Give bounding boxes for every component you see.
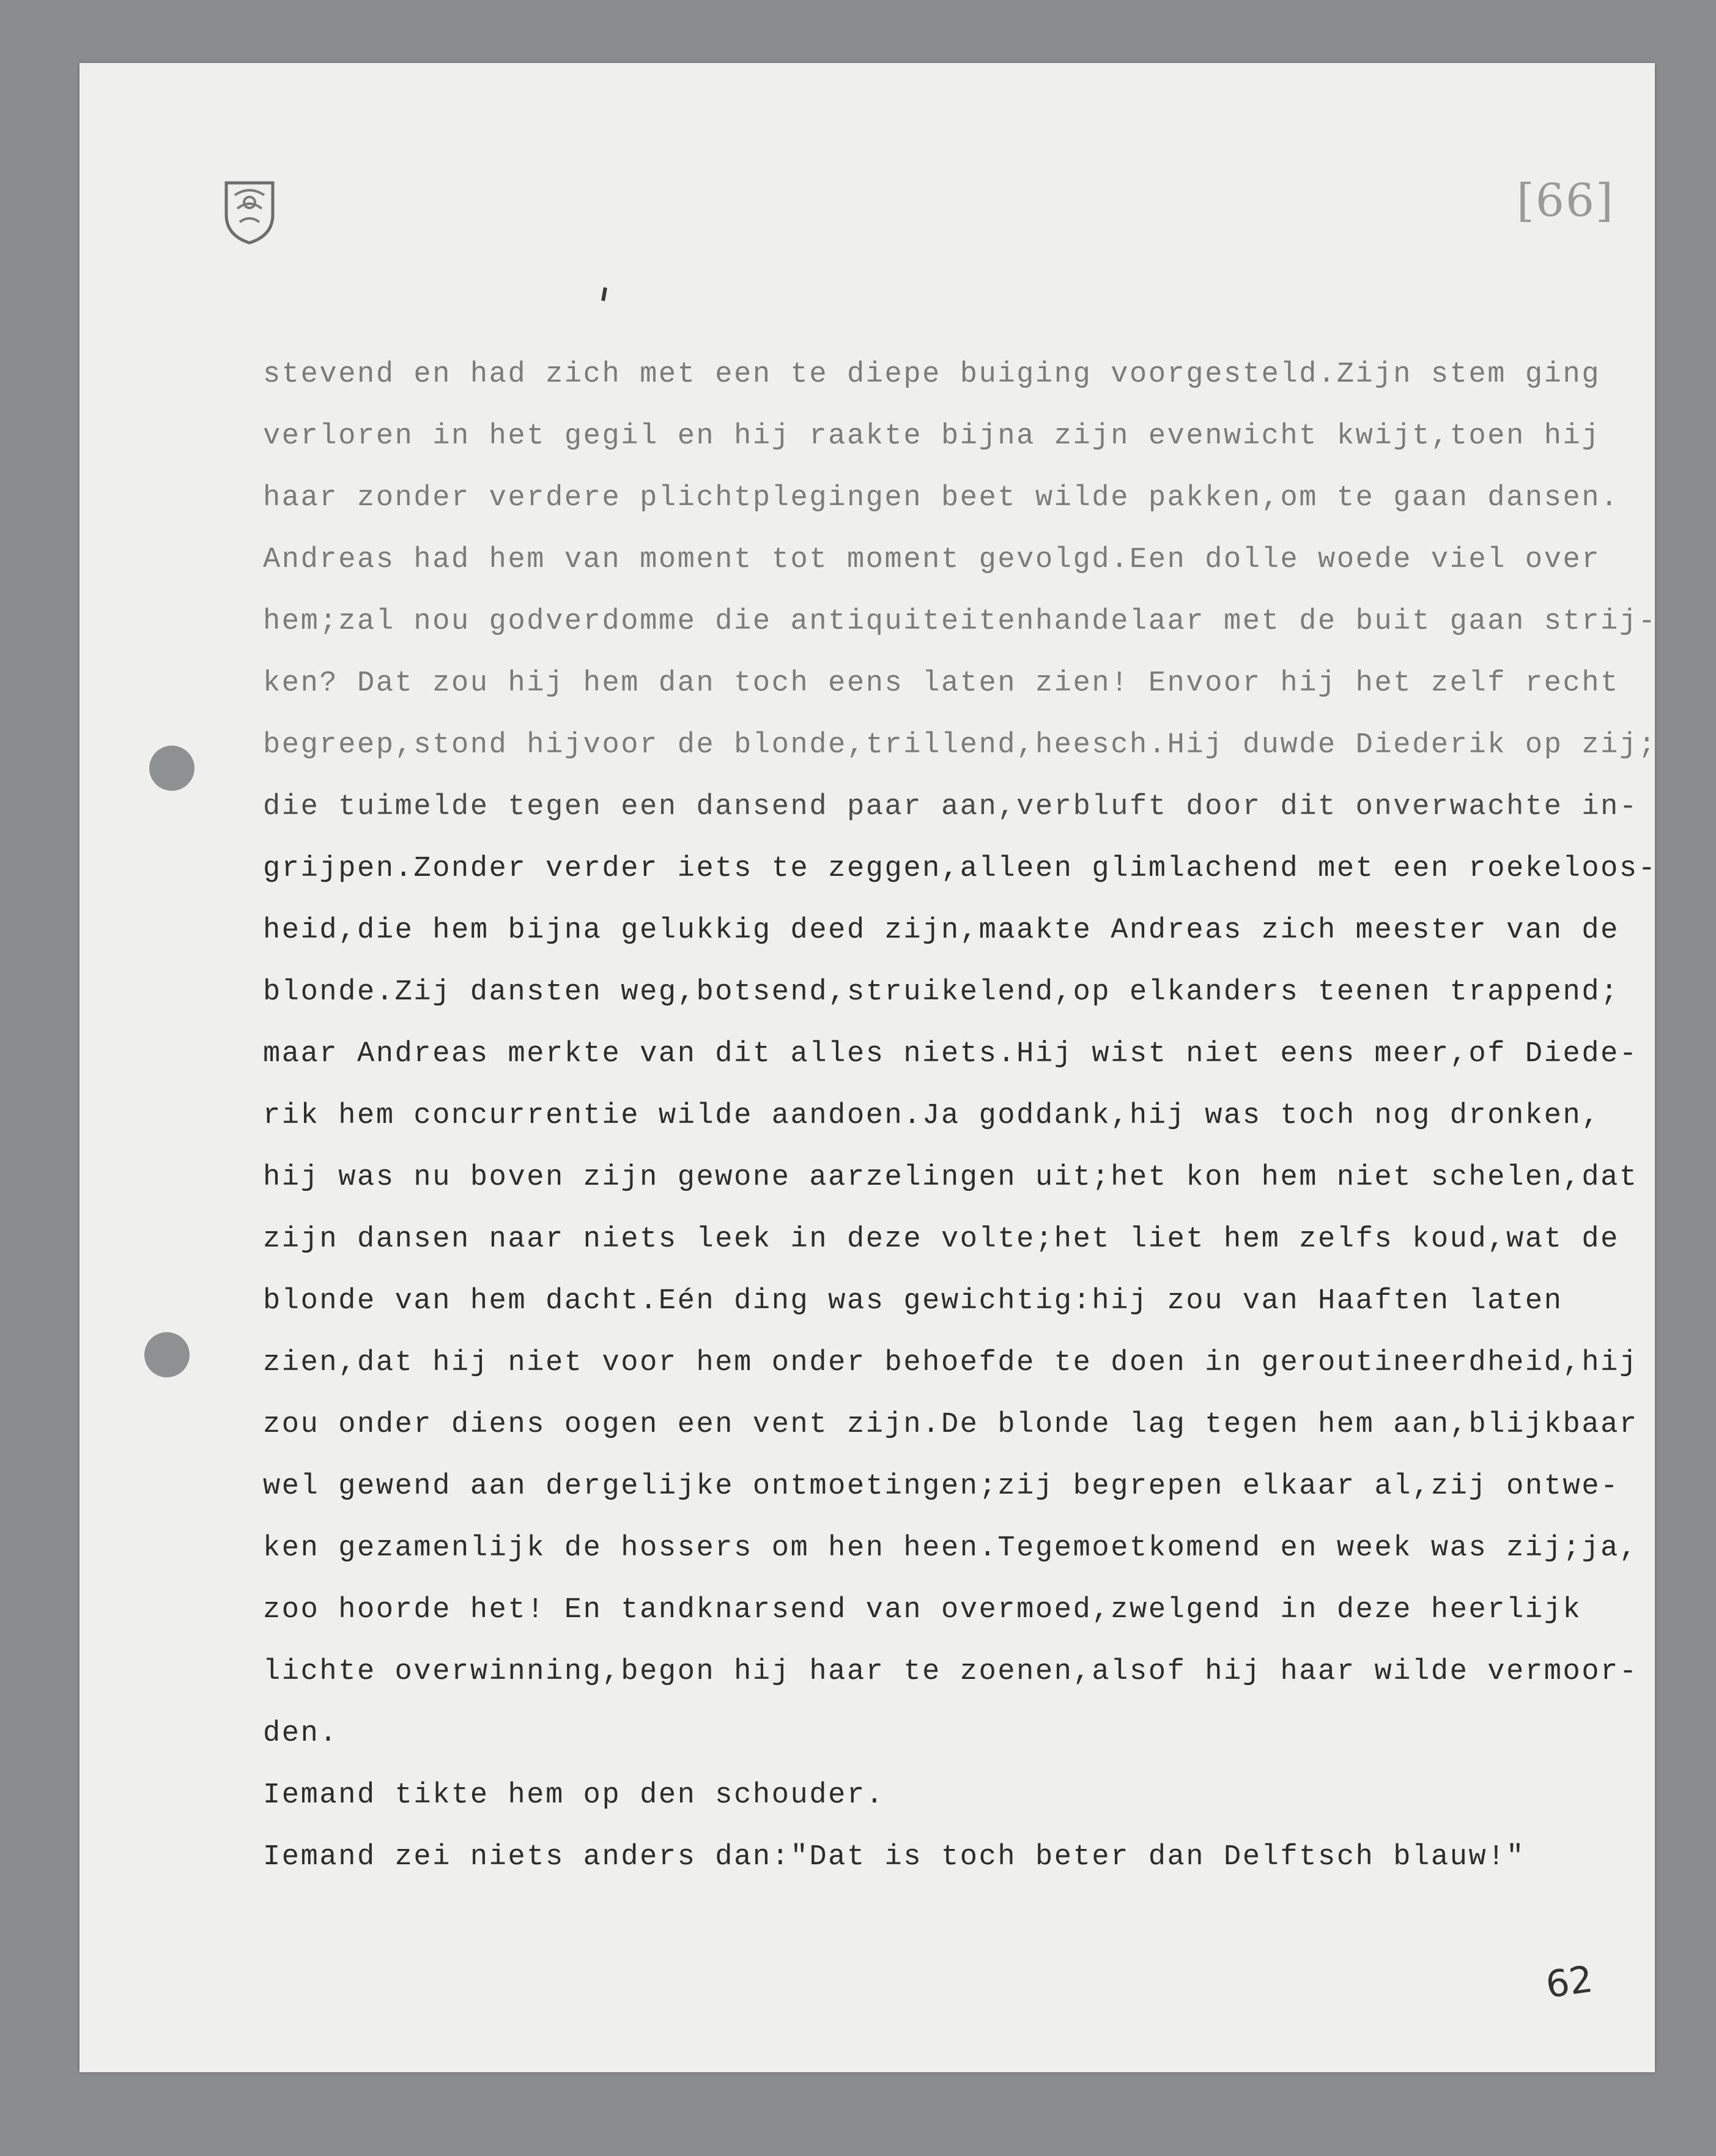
text-line: wel gewend aan dergelijke ontmoetingen;zij begrepen elkaar al,zij ontwe- — [263, 1470, 1619, 1503]
punch-hole — [144, 1332, 190, 1377]
text-line: hem;zal nou godverdomme die antiquiteitenhandelaar met de buit gaan strij- — [263, 606, 1657, 638]
text-line: ken gezamenlijk de hossers om hen heen.Tegemoetkomend en week was zij;ja, — [263, 1532, 1638, 1565]
text-line: maar Andreas merkte van dit alles niets.Hij wist niet eens meer,of Diede- — [263, 1038, 1638, 1070]
text-line: die tuimelde tegen een dansend paar aan,verbluft door dit onverwachte in- — [263, 791, 1638, 823]
text-line: zou onder diens oogen een vent zijn.De blonde lag tegen hem aan,blijkbaar — [263, 1409, 1638, 1441]
handwritten-page-number: 62 — [1543, 1958, 1596, 2007]
text-line: zijn dansen naar niets leek in deze volte;het liet hem zelfs koud,wat de — [263, 1223, 1619, 1256]
text-line: grijpen.Zonder verder iets te zeggen,alleen glimlachend met een roekeloos- — [263, 853, 1657, 885]
text-line: stevend en had zich met een te diepe buiging voorgesteld.Zijn stem ging — [263, 358, 1601, 391]
text-line: zoo hoorde het! En tandknarsend van overmoed,zwelgend in deze heerlijk — [263, 1594, 1582, 1626]
text-line: blonde van hem dacht.Eén ding was gewichtig:hij zou van Haaften laten — [263, 1285, 1563, 1317]
text-line: den. — [263, 1717, 339, 1750]
text-line: haar zonder verdere plichtplegingen beet wilde pakken,om te gaan dansen. — [263, 482, 1619, 514]
text-line: Iemand tikte hem op den schouder. — [263, 1779, 885, 1812]
text-line: lichte overwinning,begon hij haar te zoenen,alsof hij haar wilde vermoor- — [263, 1656, 1638, 1688]
archive-page-number: [66] — [1517, 174, 1614, 227]
text-line: zien,dat hij niet voor hem onder behoefde te doen in geroutineerdheid,hij — [263, 1347, 1638, 1379]
text-line: verloren in het gegil en hij raakte bijna zijn evenwicht kwijt,toen hij — [263, 420, 1601, 453]
text-line: begreep,stond hijvoor de blonde,trillend,heesch.Hij duwde Diederik op zij; — [263, 729, 1657, 761]
library-seal-icon — [221, 179, 278, 246]
text-line: rik hem concurrentie wilde aandoen.Ja goddank,hij was toch nog dronken, — [263, 1100, 1601, 1132]
text-line: Iemand zei niets anders dan:"Dat is toch beter dan Delftsch blauw!" — [263, 1841, 1525, 1873]
text-line: hij was nu boven zijn gewone aarzelingen uit;het kon hem niet schelen,dat — [263, 1161, 1638, 1194]
text-line: blonde.Zij dansten weg,botsend,struikelend,op elkanders teenen trappend; — [263, 976, 1619, 1009]
text-line: heid,die hem bijna gelukkig deed zijn,maakte Andreas zich meester van de — [263, 914, 1619, 947]
punch-hole — [149, 746, 194, 791]
typewritten-text — [263, 344, 1663, 1888]
text-line: ken? Dat zou hij hem dan toch eens laten zien! Envoor hij het zelf recht — [263, 667, 1619, 700]
text-line: Andreas had hem van moment tot moment gevolgd.Een dolle woede viel over — [263, 544, 1601, 576]
